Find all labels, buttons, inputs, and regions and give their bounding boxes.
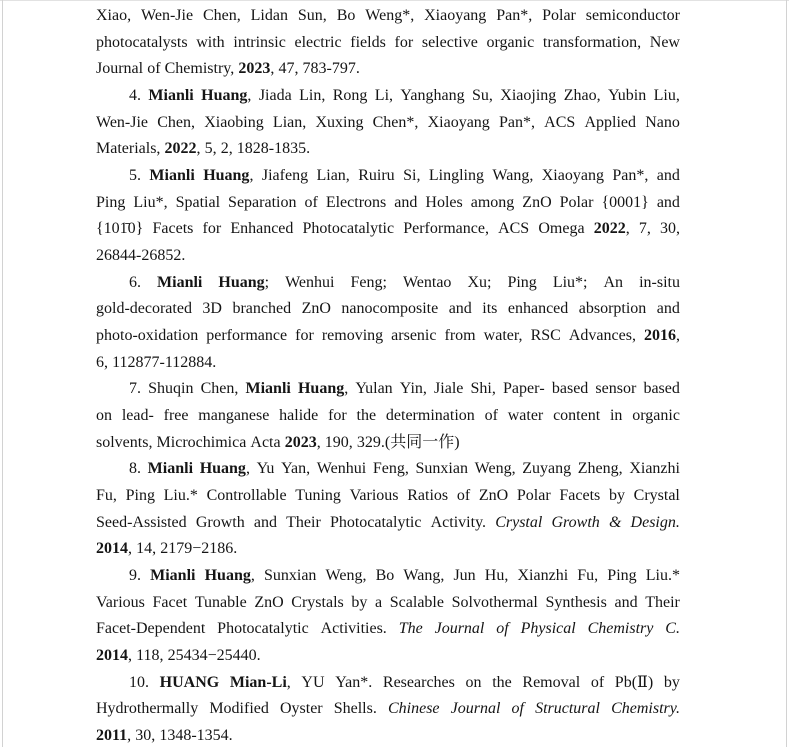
word: Crystal [633, 487, 680, 505]
word: 783-797. [302, 60, 360, 78]
word: Tuning [295, 487, 341, 505]
reference-item-4 [96, 83, 680, 163]
word: 30, [135, 727, 156, 745]
word: Solvothermal [451, 593, 538, 611]
word: Wen-Jie [141, 7, 194, 24]
word: from [444, 327, 476, 345]
word: Feng; [350, 273, 387, 291]
word: Performance, [403, 220, 489, 238]
word: and [656, 193, 680, 211]
word: Zhao, [563, 87, 601, 105]
word: Mian-Li, [229, 673, 291, 691]
word: its [482, 300, 498, 318]
word: water [507, 407, 544, 425]
word: C. [665, 620, 680, 638]
word: 2023, [238, 60, 275, 78]
word: Scalable [389, 593, 444, 611]
word: Pan*, [498, 113, 535, 131]
word: Hydrothermally [96, 700, 199, 718]
word: Liu*, [133, 193, 168, 211]
word: Su, [471, 87, 493, 105]
word: 2022, [593, 220, 630, 238]
word: Ratios [407, 487, 449, 505]
word: organic [486, 33, 535, 51]
word: Ping [125, 487, 155, 505]
page-edge-top [0, 0, 789, 1]
word: Pan*, [496, 7, 533, 24]
word: Their [645, 593, 680, 611]
word: of [511, 700, 524, 718]
word: organic [632, 407, 680, 425]
word: Shells. [333, 700, 377, 718]
reference-line [96, 723, 680, 750]
word: Chemistry. [611, 700, 680, 718]
word: 14, [136, 540, 157, 558]
word: Sunxian [415, 460, 468, 478]
word: 2022, [164, 140, 201, 158]
word: Yin, [399, 380, 427, 398]
word: water, [483, 327, 523, 345]
word: on [465, 673, 482, 691]
word: gold-decorated [96, 300, 192, 318]
reference-line [96, 536, 680, 563]
word: 190, [324, 433, 353, 451]
word: 6. [129, 273, 141, 291]
word: 25434−25440. [167, 647, 261, 665]
word: Facets [559, 487, 601, 505]
word: Wentao [402, 273, 452, 291]
word: Seed-Assisted [96, 513, 187, 531]
word: Yan, [281, 460, 311, 478]
word: Materials, [96, 140, 161, 158]
word: branched [232, 300, 292, 318]
word: Mianli [149, 167, 195, 185]
word: Photocatalytic [302, 220, 395, 238]
word: Tunable [194, 593, 247, 611]
reference-line [96, 590, 680, 617]
word: Modified [209, 700, 269, 718]
word: intrinsic [233, 33, 286, 51]
word: & [608, 513, 622, 531]
word: Separation [228, 193, 297, 211]
document-page [96, 3, 680, 750]
reference-line [96, 323, 680, 350]
word: {101̄0} [96, 220, 144, 238]
word: New [649, 33, 680, 51]
word: Xiaoyang [541, 167, 604, 185]
word: Ruiru [358, 167, 395, 185]
word: Huang, [297, 380, 349, 398]
reference-line [96, 563, 680, 590]
word: 2016, [643, 327, 680, 345]
reference-line [96, 83, 680, 110]
word: enhanced [507, 300, 569, 318]
word: removing [321, 327, 384, 345]
word: Omega [538, 220, 585, 238]
word: Journal [450, 700, 501, 718]
reference-item-9 [96, 563, 680, 670]
word: Polar [542, 7, 576, 24]
word: Microchimica [156, 433, 247, 451]
word: HUANG [159, 673, 220, 691]
reference-line [96, 56, 680, 83]
word: Controllable [206, 487, 287, 505]
word: Oyster [279, 700, 323, 718]
word: 1828-1835. [236, 140, 311, 158]
reference-line [96, 296, 680, 323]
word: Huang, [203, 167, 254, 185]
reference-line [96, 350, 680, 377]
word: selective [421, 33, 478, 51]
reference-item-10 [96, 670, 680, 750]
word: and [253, 513, 277, 531]
word: Facet-Dependent [96, 620, 206, 638]
word: of [496, 620, 509, 638]
word: Huang, [201, 87, 252, 105]
word: 118, [136, 647, 164, 665]
word: Xiaojing [500, 87, 557, 105]
word: 6, [96, 353, 108, 371]
word: Xianzhi [629, 460, 680, 478]
reference-item-6 [96, 270, 680, 377]
reference-item-8 [96, 456, 680, 563]
word: content [553, 407, 601, 425]
word: of [456, 487, 471, 505]
word: Xianzhi [517, 567, 569, 585]
reference-line [96, 30, 680, 57]
word: 47, [278, 60, 299, 78]
word: The [398, 620, 423, 638]
reference-line [96, 670, 680, 697]
word: Polar [559, 193, 594, 211]
word: 2014, [96, 540, 132, 558]
word: Spatial [175, 193, 221, 211]
word: semiconductor [585, 7, 680, 24]
word: of [590, 673, 605, 691]
word: Rong [332, 87, 368, 105]
word: Mianli [148, 87, 194, 105]
word: 2, [220, 140, 233, 158]
word: and [614, 593, 638, 611]
word: 2023, [284, 433, 321, 451]
word: determination [385, 407, 475, 425]
word: with [196, 33, 225, 51]
word: Weng*, [365, 7, 415, 24]
word: Pan*, [612, 167, 649, 185]
reference-line [96, 430, 680, 457]
word: Xuxing [315, 113, 364, 131]
word: Advances, [568, 327, 636, 345]
reference-line [96, 190, 680, 217]
word: sensor [595, 380, 637, 398]
word: on [96, 407, 112, 425]
word: Huang; [218, 273, 270, 291]
word: for [202, 220, 222, 238]
word: manganese [198, 407, 270, 425]
word: Yubin [607, 87, 647, 105]
word: Photocatalytic [329, 513, 422, 531]
reference-line [96, 270, 680, 297]
word: Lin, [299, 87, 326, 105]
word: Mianli [245, 380, 291, 398]
word: {0001} [601, 193, 649, 211]
word: free [163, 407, 189, 425]
word: and [448, 300, 472, 318]
word: for [295, 327, 314, 345]
reference-line [96, 216, 680, 243]
word: Chen, [202, 7, 241, 24]
word: Wenhui [316, 460, 367, 478]
word: Removal [522, 673, 581, 691]
word: based [643, 380, 680, 398]
word: ACS [544, 113, 576, 131]
word: in [609, 407, 623, 425]
word: Chinese [387, 700, 440, 718]
reference-line [96, 696, 680, 723]
word: by [663, 673, 680, 691]
word: Sun, [297, 7, 327, 24]
word: of [304, 193, 318, 211]
word: Chen, [157, 113, 195, 131]
word: for [328, 407, 347, 425]
word: 7, [638, 220, 651, 238]
word: Photocatalytic [217, 620, 309, 638]
word: Ping [507, 273, 537, 291]
word: absorption [578, 300, 647, 318]
word: Mianli [150, 567, 196, 585]
word: by [608, 487, 625, 505]
reference-line [96, 643, 680, 670]
word: Xiao, [96, 7, 132, 24]
reference-item-7 [96, 376, 680, 456]
word: arsenic [391, 327, 437, 345]
word: Various [96, 593, 145, 611]
word: of [147, 60, 161, 78]
reference-line [96, 136, 680, 163]
word: Wang, [492, 167, 534, 185]
word: ZnO [301, 300, 331, 318]
word: Bo [375, 567, 395, 585]
word: Growth [195, 513, 245, 531]
word: the [356, 407, 377, 425]
word: Activity. [430, 513, 487, 531]
word: Journal [434, 620, 485, 638]
reference-line [96, 483, 680, 510]
word: Fu, [577, 567, 599, 585]
word: YU [301, 673, 325, 691]
word: Ping [607, 567, 637, 585]
word: 7. [129, 380, 141, 398]
word: Wen-Jie [96, 113, 149, 131]
word: Nano [645, 113, 680, 131]
word: 5. [129, 167, 141, 185]
word: Polar [516, 487, 551, 505]
reference-item-3-continuation [96, 3, 680, 83]
word: Crystals [291, 593, 344, 611]
word: Liu.* [645, 567, 680, 585]
word: Growth [551, 513, 600, 531]
word: ZnO [522, 193, 552, 211]
word: Hu, [484, 567, 509, 585]
word: Chen, [200, 380, 239, 398]
word: Huang, [199, 460, 250, 478]
word: Chen*, [372, 113, 419, 131]
word: Zheng, [577, 460, 623, 478]
word: Lian, [316, 167, 350, 185]
word: electric [294, 33, 342, 51]
word: Shi, [470, 380, 496, 398]
word: 10. [129, 673, 149, 691]
word: Mianli [147, 460, 194, 478]
word: Liu, [653, 87, 680, 105]
word: Sunxian [263, 567, 317, 585]
word: Lidan [250, 7, 288, 24]
word: of [484, 407, 498, 425]
word: and [656, 300, 680, 318]
reference-item-5 [96, 163, 680, 270]
word: Structural [535, 700, 600, 718]
word: halide [279, 407, 319, 425]
word: Huang, [204, 567, 255, 585]
word: 3D [202, 300, 222, 318]
word: Jiada [258, 87, 292, 105]
word: 30, [659, 220, 680, 238]
word: Activities. [320, 620, 387, 638]
word: 329.(共同一作) [356, 433, 460, 451]
word: Yanghang [400, 87, 465, 105]
word: Li, [374, 87, 394, 105]
word: ZnO [478, 487, 509, 505]
word: Researches [382, 673, 455, 691]
reference-line [96, 510, 680, 537]
word: Yulan [355, 380, 393, 398]
word: Lingling [428, 167, 484, 185]
word: 2011, [96, 727, 132, 745]
word: and [394, 193, 418, 211]
word: the [492, 673, 512, 691]
word: among [470, 193, 515, 211]
word: Wenhui [285, 273, 335, 291]
word: Design. [630, 513, 680, 531]
word: photocatalysts [96, 33, 188, 51]
reference-line [96, 163, 680, 190]
word: Mianli [157, 273, 203, 291]
word: Enhanced [230, 220, 294, 238]
word: Holes [425, 193, 463, 211]
word: Jun [453, 567, 476, 585]
word: Jiafeng [261, 167, 309, 185]
word: Lian, [272, 113, 307, 131]
word: 9. [129, 567, 141, 585]
word: Feng, [372, 460, 409, 478]
word: Fu, [96, 487, 117, 505]
word: based [551, 380, 589, 398]
word: 112877-112884. [112, 353, 217, 371]
word: Crystal [495, 513, 543, 531]
reference-line [96, 3, 680, 30]
word: Applied [584, 113, 637, 131]
word: ACS [498, 220, 530, 238]
word: An [603, 273, 624, 291]
word: performance [206, 327, 288, 345]
word: Chemistry, [164, 60, 235, 78]
word: in-situ [639, 273, 680, 291]
word: Xiaoyang [424, 7, 487, 24]
word: Electrons [325, 193, 387, 211]
reference-line [96, 456, 680, 483]
word: Liu.* [163, 487, 198, 505]
word: Weng, [325, 567, 367, 585]
publication-list [96, 3, 680, 750]
word: Physical [520, 620, 576, 638]
word: Ping [96, 193, 126, 211]
word: Facets [152, 220, 194, 238]
word: and [656, 167, 680, 185]
word: for [394, 33, 414, 51]
reference-line [96, 403, 680, 430]
word: Journal [96, 60, 144, 78]
word: 8. [129, 460, 141, 478]
word: transformation, [542, 33, 642, 51]
reference-line [96, 243, 680, 270]
word: Weng, [474, 460, 516, 478]
word: Yan*. [335, 673, 373, 691]
word: fields [350, 33, 386, 51]
reference-line [96, 376, 680, 403]
word: nanocomposite [341, 300, 439, 318]
page-edge-left [2, 0, 3, 747]
word: 5, [204, 140, 217, 158]
reference-line [96, 110, 680, 137]
word: RSC [530, 327, 561, 345]
word: Xiaobing [204, 113, 264, 131]
word: 26844-26852. [96, 247, 186, 265]
word: 2014, [96, 647, 132, 665]
word: Xu; [467, 273, 492, 291]
word: solvents, [96, 433, 153, 451]
word: Pb(Ⅱ) [614, 673, 654, 691]
word: Shuqin [148, 380, 194, 398]
word: Si, [403, 167, 421, 185]
word: Facet [152, 593, 188, 611]
word: lead‐ [121, 407, 154, 425]
word: Paper‐ [502, 380, 545, 398]
word: by [351, 593, 368, 611]
reference-line [96, 616, 680, 643]
word: Synthesis [545, 593, 607, 611]
word: Wang, [403, 567, 445, 585]
word: Various [349, 487, 399, 505]
word: Yu [256, 460, 275, 478]
word: Liu*; [552, 273, 588, 291]
word: 2179−2186. [160, 540, 238, 558]
word: Zuyang [522, 460, 572, 478]
word: Bo [336, 7, 356, 24]
word: Their [286, 513, 321, 531]
word: 1348-1354. [159, 727, 233, 745]
word: Xiaoyang [427, 113, 490, 131]
word: Jiale [434, 380, 464, 398]
word: 4. [129, 87, 141, 105]
word: Chemistry [587, 620, 654, 638]
word: ZnO [254, 593, 284, 611]
word: photo-oxidation [96, 327, 199, 345]
word: Acta [250, 433, 281, 451]
word: a [375, 593, 383, 611]
page-edge-right [786, 0, 787, 747]
